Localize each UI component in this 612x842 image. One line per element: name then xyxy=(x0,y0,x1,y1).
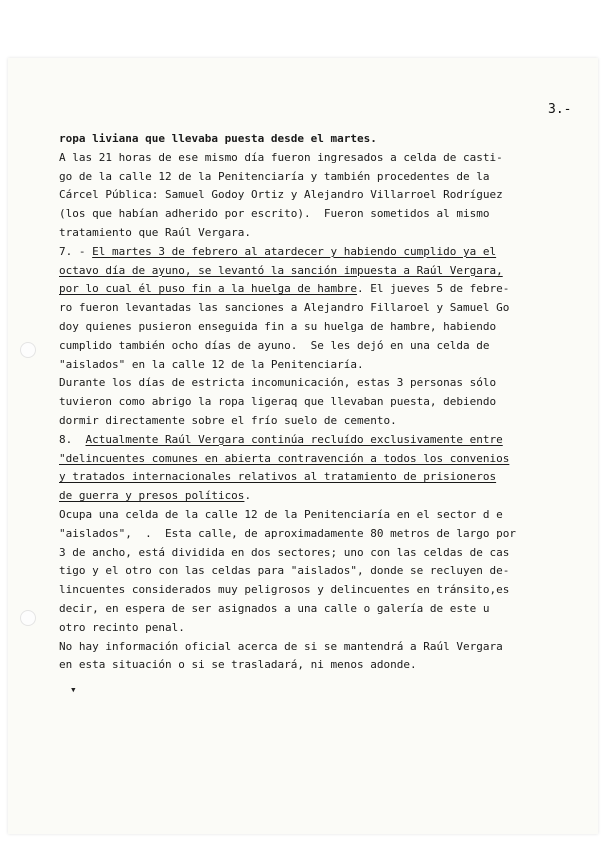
text-line: go de la calle 12 de la Penitenciaría y también procedentes de la xyxy=(59,169,490,183)
text-span: . El jueves 5 de febre- xyxy=(357,282,510,296)
text-line: doy quienes pusieron enseguida fin a su huelga de hambre, habiendo xyxy=(59,319,497,333)
text-line: A las 21 horas de ese mismo día fueron ingresados a celda de casti- xyxy=(59,150,503,164)
text-line xyxy=(59,431,579,450)
underlined-text: de guerra y presos políticos xyxy=(59,489,245,503)
text-line: tratamiento que Raúl Vergara. xyxy=(59,225,252,239)
text-line xyxy=(59,280,579,299)
text-line: dormir directamente sobre el frío suelo de cemento. xyxy=(59,413,397,427)
text-line: "aislados", . Esta calle, de aproximadamente 80 metros de largo por xyxy=(59,526,516,540)
underlined-text: por lo cual él puso fin a la huelga de hambre xyxy=(59,282,358,296)
text-line xyxy=(59,450,579,469)
underlined-text: octavo día de ayuno, se levantó la sanción impuesta a Raúl Vergara, xyxy=(59,263,503,277)
text-line: lincuentes considerados muy peligrosos y delincuentes en tránsito,es xyxy=(59,583,510,597)
underlined-text: Actualmente Raúl Vergara continúa recluído exclusivamente entre xyxy=(85,432,503,446)
page-number: 3.- xyxy=(548,102,572,117)
text-line: 3 de ancho, está dividida en dos sectores; uno con las celdas de cas xyxy=(59,545,510,559)
text-line: No hay información oficial acerca de si se mantendrá a Raúl Vergara xyxy=(59,639,503,653)
text-line: decir, en espera de ser asignados a una calle o galería de este u xyxy=(59,601,490,615)
text-line xyxy=(59,262,579,281)
underlined-text: y tratados internacionales relativos al tratamiento de prisioneros xyxy=(59,470,497,484)
text-line: "aislados" en la calle 12 de la Penitenciaría. xyxy=(59,357,364,371)
text-line xyxy=(59,487,579,506)
text-span: 7. - xyxy=(59,244,93,258)
text-line: ro fueron levantadas las sanciones a Alejandro Fillaroel y Samuel Go xyxy=(59,301,510,315)
stray-mark: ▾ xyxy=(70,683,77,696)
text-span: . xyxy=(244,489,252,503)
underlined-text: "delincuentes comunes en abierta contravención a todos los convenios xyxy=(59,451,510,465)
punch-hole xyxy=(20,610,36,626)
typewritten-body xyxy=(59,130,579,675)
punch-hole xyxy=(20,342,36,358)
text-line: Ocupa una celda de la calle 12 de la Penitenciaría en el sector d e xyxy=(59,507,503,521)
text-line: tigo y el otro con las celdas para "aislados", donde se recluyen de- xyxy=(59,564,510,578)
text-line: otro recinto penal. xyxy=(59,620,185,634)
text-line: tuvieron como abrigo la ropa ligeraq que llevaban puesta, debiendo xyxy=(59,395,497,409)
text-span: 8. xyxy=(59,432,86,446)
text-line xyxy=(59,243,579,262)
text-line: ropa liviana que llevaba puesta desde el martes. xyxy=(59,132,377,145)
text-line: (los que habían adherido por escrito). Fueron sometidos al mismo xyxy=(59,207,490,221)
text-line: en esta situación o si se trasladará, ni menos adonde. xyxy=(59,658,417,672)
text-line: Cárcel Pública: Samuel Godoy Ortiz y Alejandro Villarroel Rodríguez xyxy=(59,188,503,202)
text-line xyxy=(59,468,579,487)
text-line: cumplido también ocho días de ayuno. Se les dejó en una celda de xyxy=(59,338,490,352)
underlined-text: El martes 3 de febrero al atardecer y habiendo cumplido ya el xyxy=(92,244,497,258)
text-line: Durante los días de estricta incomunicación, estas 3 personas sólo xyxy=(59,376,497,390)
